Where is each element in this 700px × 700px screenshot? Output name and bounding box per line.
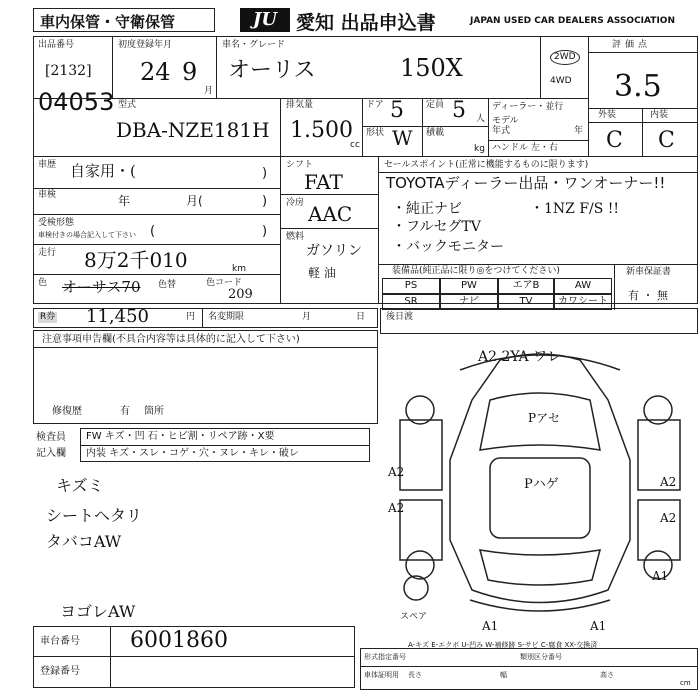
back-delivery-box [380, 308, 698, 334]
spec-label-1: 形式指定番号 [364, 653, 406, 661]
history-value: 自家用・( [70, 162, 136, 180]
equipment-label: 装備品(純正品に限り◎をつけてください) [392, 266, 560, 276]
handle-label: ハンドル 左・右 [492, 143, 558, 153]
acceptance-open: ( [150, 224, 156, 239]
shape-value: W [392, 126, 413, 150]
warranty-value: 有 ・ 無 [628, 289, 668, 302]
equipment-sr: SR [382, 294, 440, 310]
storage-note-box [33, 8, 215, 32]
mileage-value: 8万2千010 [84, 248, 188, 272]
dealer-line2: モデル [492, 116, 519, 126]
lot-number: 04053 [38, 88, 115, 116]
repair-label: 修復歴 [52, 406, 82, 417]
acceptance-label: 受検形態 [38, 218, 75, 228]
diagram-top-note: A2 2YA ワレ [478, 349, 562, 365]
mileage-unit: km [232, 264, 246, 274]
acceptance-close: ) [262, 224, 268, 239]
spec-unit: cm [680, 679, 691, 687]
name-change-label: 名変期限 [208, 312, 245, 322]
car-name-label: 車名・グレード [222, 40, 286, 50]
inspector-label-1: 検査員 [36, 432, 66, 443]
equipment-navi: ナビ [440, 294, 498, 310]
shape-label: 形状 [366, 128, 385, 138]
sales-point-line-3: ・1NZ F/S !! [530, 201, 620, 217]
fuel-value: ガソリン [306, 243, 362, 259]
color-code-label: 色コード [206, 278, 243, 288]
storage-note: 車内保管・守衛保管 [40, 13, 176, 31]
car-name: オーリス [228, 58, 316, 83]
diagram-legend: A-キズ E-エクボ U-凹み W-補修跡 S-サビ C-腐食 XX-交換済 [408, 641, 598, 649]
displacement-value: 1.500 [290, 118, 353, 143]
inspector-row-2: 内装 キズ・スレ・コゲ・穴・ヌレ・キレ・破レ [86, 448, 299, 459]
sales-point-line-4: ・フルセグTV [392, 219, 481, 235]
load-unit: kg [474, 144, 485, 154]
load-label: 積載 [426, 128, 445, 138]
r-ticket-unit: 円 [186, 312, 196, 322]
fuel-label: 燃料 [286, 232, 305, 242]
interior-label: 内装 [650, 110, 669, 120]
sales-point-line-1: TOYOTAディーラー出品・ワンオーナー!! [386, 174, 666, 192]
inspection-year: 年 [118, 194, 131, 208]
inspection-close: ) [262, 194, 268, 209]
chassis-number: 6001860 [130, 628, 228, 653]
inspector-note-4: ヨゴレAW [60, 602, 136, 621]
capacity-unit: 人 [476, 114, 486, 124]
inspection-month: 月( [186, 194, 203, 208]
color-label: 色 [38, 278, 48, 288]
displacement-label: 排気量 [286, 100, 314, 110]
dealer-year-unit: 年 [574, 126, 584, 136]
diagram-right-a: A2 [660, 475, 677, 489]
doors-value: 5 [390, 98, 404, 123]
repair-place: 箇所 [144, 406, 164, 417]
chassis-label: 車台番号 [40, 636, 80, 647]
warranty-label: 新車保証書 [626, 267, 672, 277]
color-code: 209 [228, 287, 253, 302]
rating-label: 評価点 [612, 40, 652, 50]
exterior-grade: C [606, 128, 623, 153]
model-label: 型式 [118, 100, 137, 110]
dealer-line3: 年式 [492, 126, 511, 136]
capacity-value: 5 [452, 98, 466, 123]
inspector-note-1: キズミ [56, 476, 104, 495]
spec-type-label: 車体証明用 [364, 671, 399, 679]
history-label: 車歴 [38, 160, 57, 170]
lot-sub-number: [2132] [45, 63, 92, 79]
model-code: DBA-NZE181H [116, 118, 270, 142]
spec-label-2: 類別区分番号 [520, 653, 562, 661]
diagram-rear-left: A1 [482, 619, 499, 633]
color-change-label: 色替 [158, 280, 177, 290]
mileage-label: 走行 [38, 248, 57, 258]
car-grade: 150X [400, 54, 463, 82]
exterior-label: 外装 [598, 110, 617, 120]
ju-logo-text: JU [252, 9, 278, 30]
shift-value: FAT [304, 170, 343, 194]
shift-label: シフト [286, 160, 314, 170]
displacement-unit: cc [350, 140, 360, 150]
interior-grade: C [658, 128, 675, 153]
spec-height-label: 高さ [600, 671, 614, 679]
equipment-leather-seat: カワシート [554, 294, 612, 310]
name-change-day: 日 [356, 312, 366, 322]
cooling-value: AAC [308, 202, 353, 226]
fuel-alt: 軽 油 [308, 266, 336, 280]
inspection-label: 車検 [38, 190, 57, 200]
dealer-line1: ディーラー・並行 [492, 102, 564, 112]
diagram-left-b: A2 [388, 501, 405, 515]
r-ticket-value: 11,450 [86, 306, 149, 327]
equipment-pw: PW [440, 278, 498, 294]
sales-point-line-5: ・バックモニター [392, 239, 504, 255]
diagram-spare-label: スペア [400, 612, 428, 622]
inspector-note-2: シートヘタリ [46, 506, 143, 525]
drive-4wd: 4WD [550, 76, 572, 86]
org-english: JAPAN USED CAR DEALERS ASSOCIATION [470, 16, 675, 26]
r-ticket-row [33, 308, 378, 328]
spec-length-label: 長さ [408, 671, 422, 679]
diagram-right-b: A2 [660, 511, 677, 525]
equipment-airbag: エアB [498, 278, 554, 294]
color-value: オーサス70 [62, 278, 141, 296]
plate-label: 登録番号 [40, 666, 80, 677]
diagram-roof-mark: Pハゲ [524, 477, 559, 492]
inspector-label-2: 記入欄 [36, 448, 66, 459]
repair-has: 有 [120, 406, 130, 417]
sales-point-label: セールスポイント(正常に機能するものに限ります) [384, 160, 589, 170]
inspector-note-3: タバコAW [46, 532, 122, 551]
lot-label: 出品番号 [38, 40, 75, 50]
name-change-month: 月 [302, 312, 312, 322]
diagram-rear-right: A1 [590, 619, 607, 633]
rating-score: 3.5 [614, 69, 662, 104]
diagram-hood-mark: Pアセ [528, 411, 560, 425]
inspector-row-1: FW キズ・凹 石・ヒビ割・リペア跡・X要 [86, 431, 275, 442]
registration-month-unit: 月 [204, 86, 214, 96]
equipment-tv: TV [498, 294, 554, 310]
diagram-left-a: A2 [388, 465, 405, 479]
history-close: ) [262, 166, 268, 181]
capacity-label: 定員 [426, 100, 445, 110]
notes-label: 注意事項申告欄(不具合内容等は具体的に記入して下さい) [42, 334, 300, 345]
acceptance-note: 車検付きの場合記入して下さい [38, 231, 136, 239]
registration-label: 初度登録年月 [118, 40, 173, 50]
org-title: 愛知 出品申込書 [296, 12, 436, 34]
drive-2wd: 2WD [550, 50, 580, 65]
ju-logo [240, 8, 290, 32]
cooling-label: 冷房 [286, 198, 305, 208]
r-ticket-label: R券 [40, 312, 56, 322]
equipment-ps: PS [382, 278, 440, 294]
spec-width-label: 幅 [500, 671, 507, 679]
equipment-aw: AW [554, 278, 612, 294]
doors-label: ドア [366, 100, 384, 110]
registration-month: 9 [182, 58, 198, 86]
diagram-rear-corner: A1 [652, 569, 669, 583]
sales-point-line-2: ・純正ナビ [392, 201, 462, 217]
back-delivery-label: 後日渡 [386, 312, 414, 322]
registration-year: 24 [140, 58, 171, 86]
